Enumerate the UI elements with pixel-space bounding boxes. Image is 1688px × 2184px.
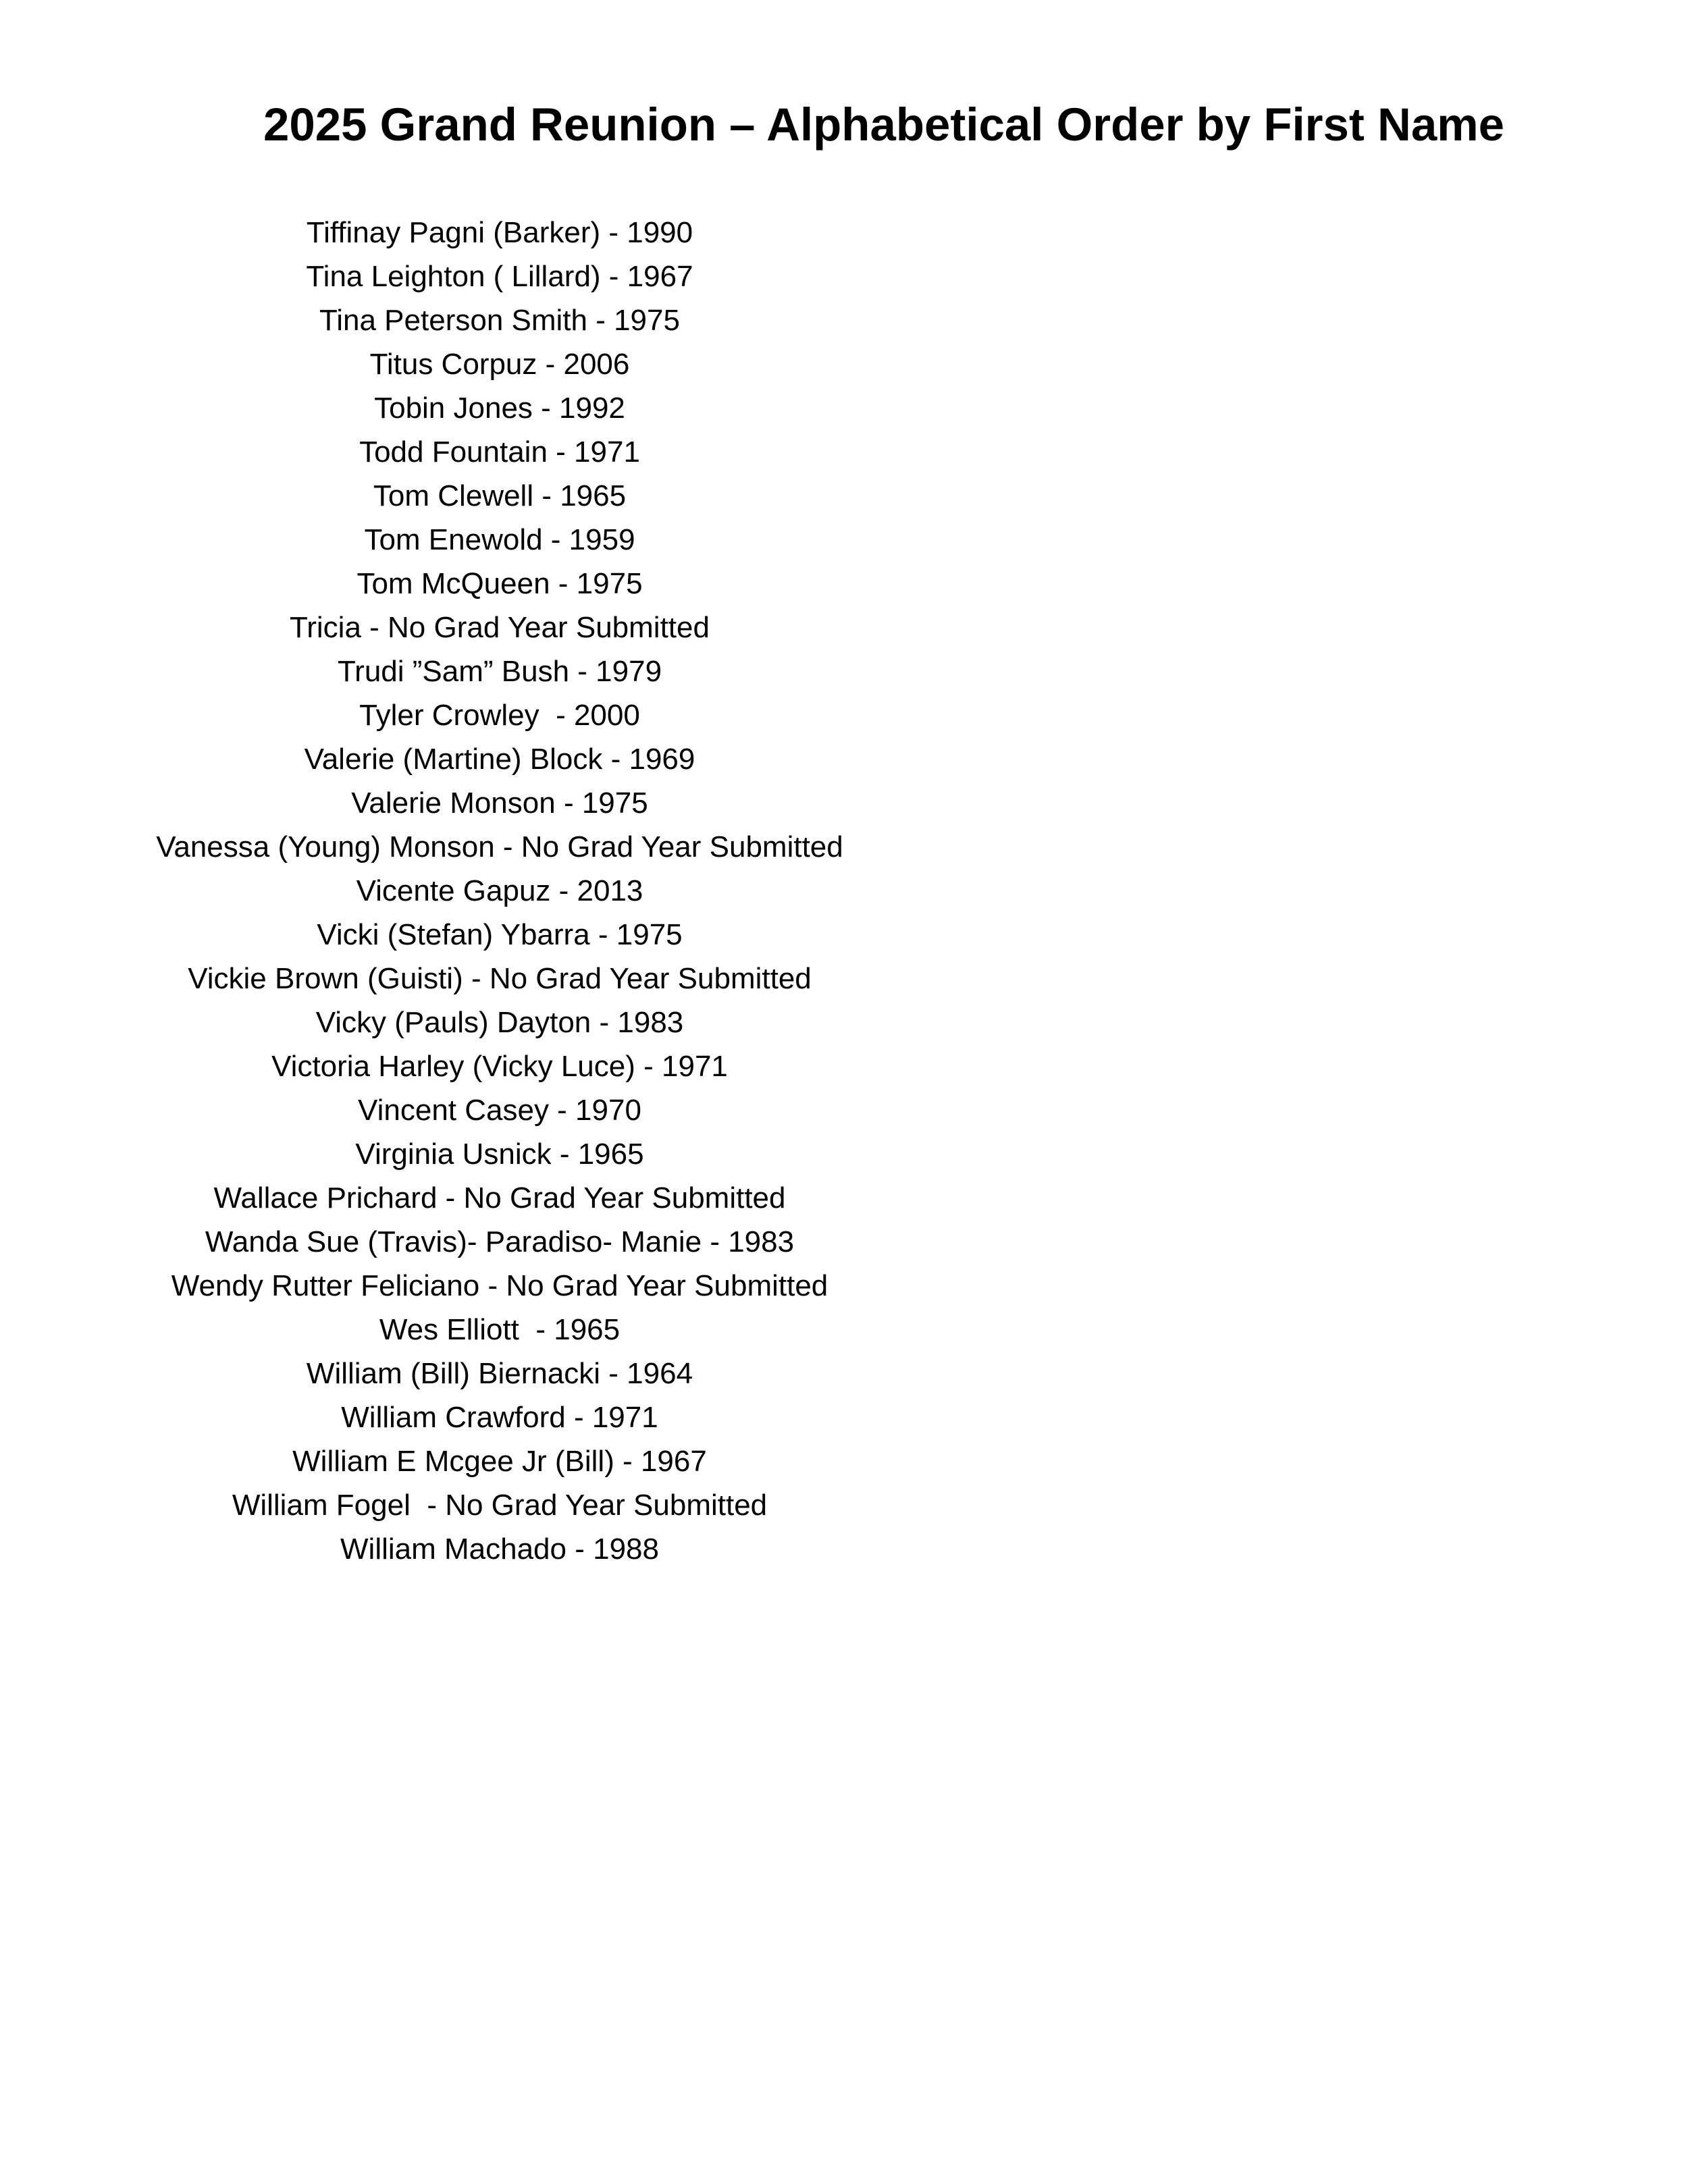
list-item: Trudi ”Sam” Bush - 1979: [337, 655, 662, 688]
list-item: Wes Elliott - 1965: [379, 1313, 621, 1346]
list-item: Tyler Crowley - 2000: [359, 699, 640, 732]
page-title: 2025 Grand Reunion – Alphabetical Order by First Name: [263, 99, 1504, 151]
list-item: Valerie Monson - 1975: [351, 787, 648, 820]
list-item: Vicky (Pauls) Dayton - 1983: [315, 1006, 684, 1039]
list-item: Virginia Usnick - 1965: [355, 1138, 644, 1171]
list-item: Vickie Brown (Guisti) - No Grad Year Submitted: [188, 962, 812, 995]
list-item: Wallace Prichard - No Grad Year Submitted: [213, 1181, 786, 1215]
list-item: Tina Leighton ( Lillard) - 1967: [306, 260, 693, 293]
list-item: Todd Fountain - 1971: [359, 435, 640, 469]
list-item: Valerie (Martine) Block - 1969: [304, 743, 695, 776]
list-item: Tobin Jones - 1992: [374, 392, 625, 425]
attendee-list: [0, 211, 999, 1571]
list-item: William Machado - 1988: [340, 1533, 659, 1566]
list-item: Titus Corpuz - 2006: [369, 348, 630, 381]
list-item: Tricia - No Grad Year Submitted: [290, 611, 710, 644]
list-item: Vicente Gapuz - 2013: [356, 874, 643, 907]
list-item: Tina Peterson Smith - 1975: [319, 304, 680, 337]
list-item: Wanda Sue (Travis)- Paradiso- Manie - 1983: [205, 1225, 795, 1258]
list-item: William Crawford - 1971: [341, 1401, 658, 1434]
list-item: Vincent Casey - 1970: [358, 1094, 641, 1127]
list-item: William E Mcgee Jr (Bill) - 1967: [292, 1445, 707, 1478]
list-item: William Fogel - No Grad Year Submitted: [232, 1489, 768, 1522]
list-item: Victoria Harley (Vicky Luce) - 1971: [271, 1050, 728, 1083]
list-item: Vicki (Stefan) Ybarra - 1975: [317, 918, 683, 951]
list-item: Wendy Rutter Feliciano - No Grad Year Submitted: [171, 1269, 828, 1302]
list-item: Tiffinay Pagni (Barker) - 1990: [306, 216, 693, 249]
list-item: William (Bill) Biernacki - 1964: [306, 1357, 693, 1390]
list-item: Tom Enewold - 1959: [364, 523, 635, 556]
list-item: Tom Clewell - 1965: [373, 479, 627, 512]
list-item: Tom McQueen - 1975: [357, 567, 643, 600]
list-item: Vanessa (Young) Monson - No Grad Year Submitted: [156, 830, 843, 863]
